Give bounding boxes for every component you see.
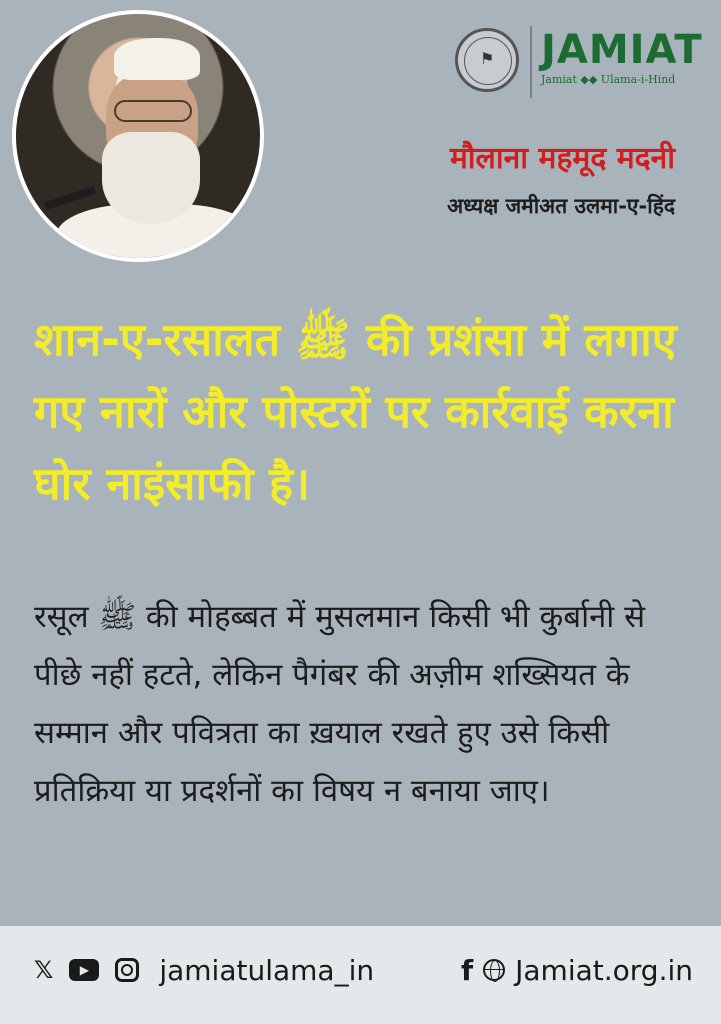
headline: शान-ए-रसालत ﷺ की प्रशंसा में लगाए गए नारों और पोस्टरों पर कार्रवाई करना घोर नाइंसाफी है। <box>34 313 677 510</box>
logo-word: JAMIAT <box>541 27 703 73</box>
logo-subtext: Jamiat ◆◆ Ulama-i-Hind <box>541 73 676 86</box>
website-link <box>461 952 693 988</box>
speaker-photo <box>12 10 264 262</box>
speaker-title: अध्यक्ष जमीअत उलमा-ए-हिंद <box>447 194 675 218</box>
instagram-icon[interactable] <box>115 958 139 982</box>
speaker-name: मौलाना महमूद मदनी <box>449 141 675 176</box>
social-links <box>34 952 374 988</box>
website-url[interactable]: Jamiat.org.in <box>515 953 693 987</box>
youtube-icon[interactable]: ▶ <box>69 959 99 981</box>
facebook-icon[interactable]: f <box>460 953 474 987</box>
globe-icon[interactable] <box>483 959 505 981</box>
jamiat-seal-logo: ⚑ <box>455 28 519 92</box>
logo-divider <box>530 26 532 98</box>
social-handle[interactable]: jamiatulama_in <box>159 953 375 987</box>
body-text: रसूल ﷺ की मोहब्बत में मुसलमान किसी भी कुर्बानी से पीछे नहीं हटते, लेकिन पैगंबर की अज़ीम शख्सियत के सम्मान और पवित्रता का ख़याल रखते हुए उसे किसी प्रतिक्रिया या प्रदर्शनों का विषय न बनाया जाए। <box>34 599 646 809</box>
jamiat-wordmark-logo <box>541 27 703 87</box>
x-icon[interactable]: 𝕏 <box>34 956 54 984</box>
